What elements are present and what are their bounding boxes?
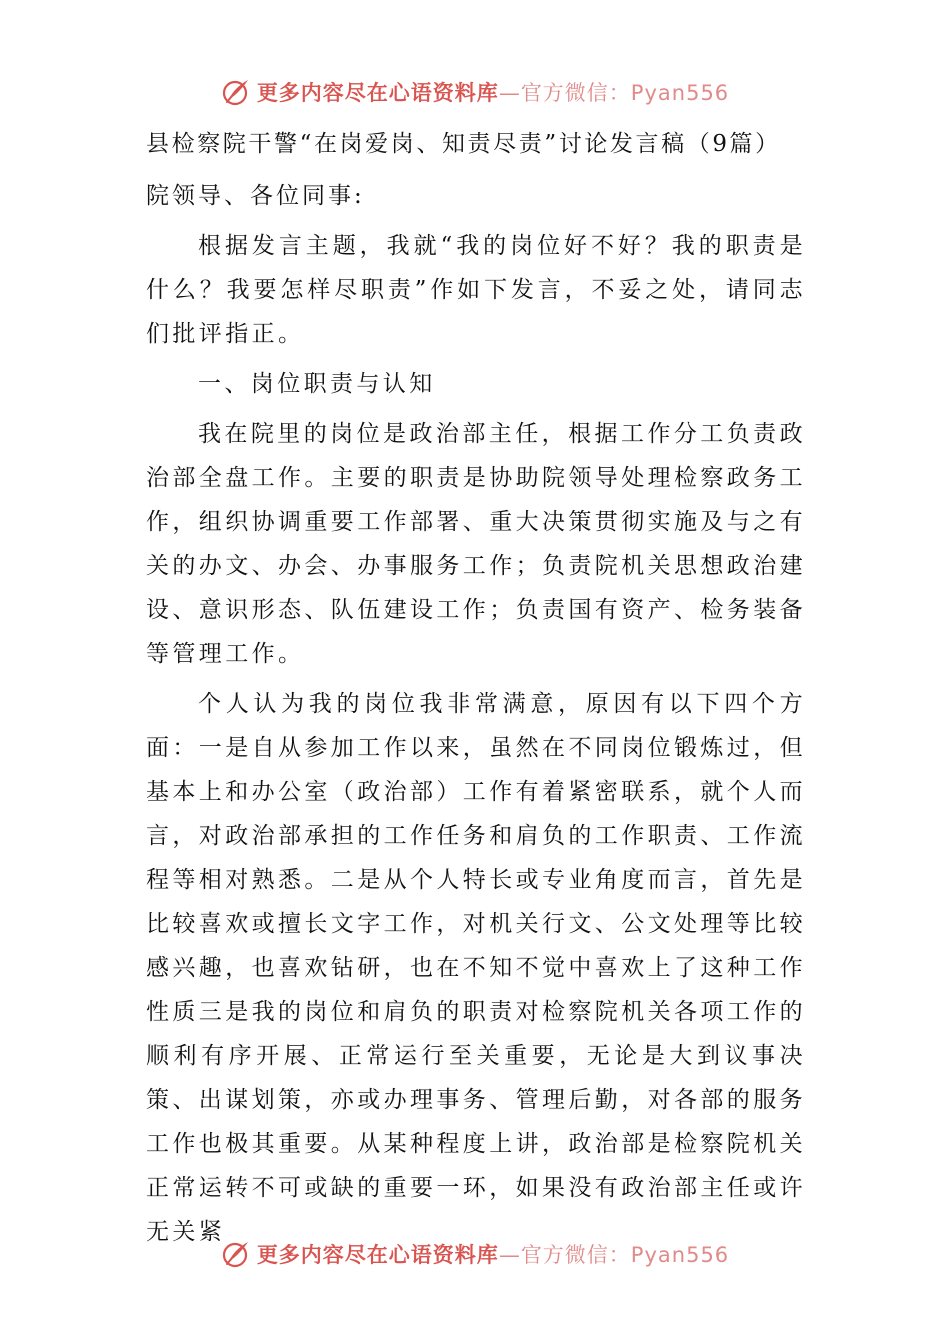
banner-suffix: —官方微信：Pyan556	[498, 81, 730, 105]
section-heading: 一、岗位职责与认知	[198, 371, 436, 397]
salutation: 院领导、各位同事:	[146, 183, 365, 209]
banner-prefix: 更多内容尽在心语资料库	[256, 81, 499, 105]
document-title: 县检察院干警“在岗爱岗、知责尽责”讨论发言稿（9篇）	[146, 131, 781, 157]
banner-text	[257, 77, 729, 107]
satisfaction-paragraph: 个人认为我的岗位我非常满意，原因有以下四个方面：一是自从参加工作以来，虽然在不同岗位锻炼过，但基本上和办公室（政治部）工作有着紧密联系，就个人而言，对政治部承担的工作任务和肩负的工作职责、工作流程等相对熟悉。二是从个人特长或专业角度而言，首先是比较喜欢或擅长文字工作，对机关行文、公文处理等比较感兴趣，也喜欢钻研，也在不知不觉中喜欢上了这种工作性质三是我的岗位和肩负的职责对检察院机关各项工作的顺利有序开展、正常运行至关重要，无论是大到议事决策、出谋划策，亦或办理事务、管理后勤，对各部的服务工作也极其重要。从某种程度上讲，政治部是检察院机关正常运转不可或缺的重要一环，如果没有政治部主任或许无关紧	[146, 691, 806, 1245]
banner-text	[257, 1239, 729, 1269]
duties-paragraph: 我在院里的岗位是政治部主任，根据工作分工负责政治部全盘工作。主要的职责是协助院领导处理检察政务工作，组织协调重要工作部署、重大决策贯彻实施及与之有关的办文、办会、办事服务工作；负责院机关思想政治建设、意识形态、队伍建设工作；负责国有资产、检务装备等管理工作。	[146, 421, 806, 667]
quill-logo-icon	[221, 1239, 251, 1269]
header-banner	[0, 72, 950, 112]
footer-banner	[0, 1234, 950, 1274]
intro-paragraph: 根据发言主题，我就“我的岗位好不好？我的职责是什么？我要怎样尽职责”作如下发言，不妥之处，请同志们批评指正。	[146, 233, 806, 347]
quill-logo-icon	[221, 77, 251, 107]
document-body	[146, 122, 806, 1260]
banner-suffix: —官方微信：Pyan556	[498, 1243, 730, 1267]
banner-prefix: 更多内容尽在心语资料库	[256, 1243, 499, 1267]
